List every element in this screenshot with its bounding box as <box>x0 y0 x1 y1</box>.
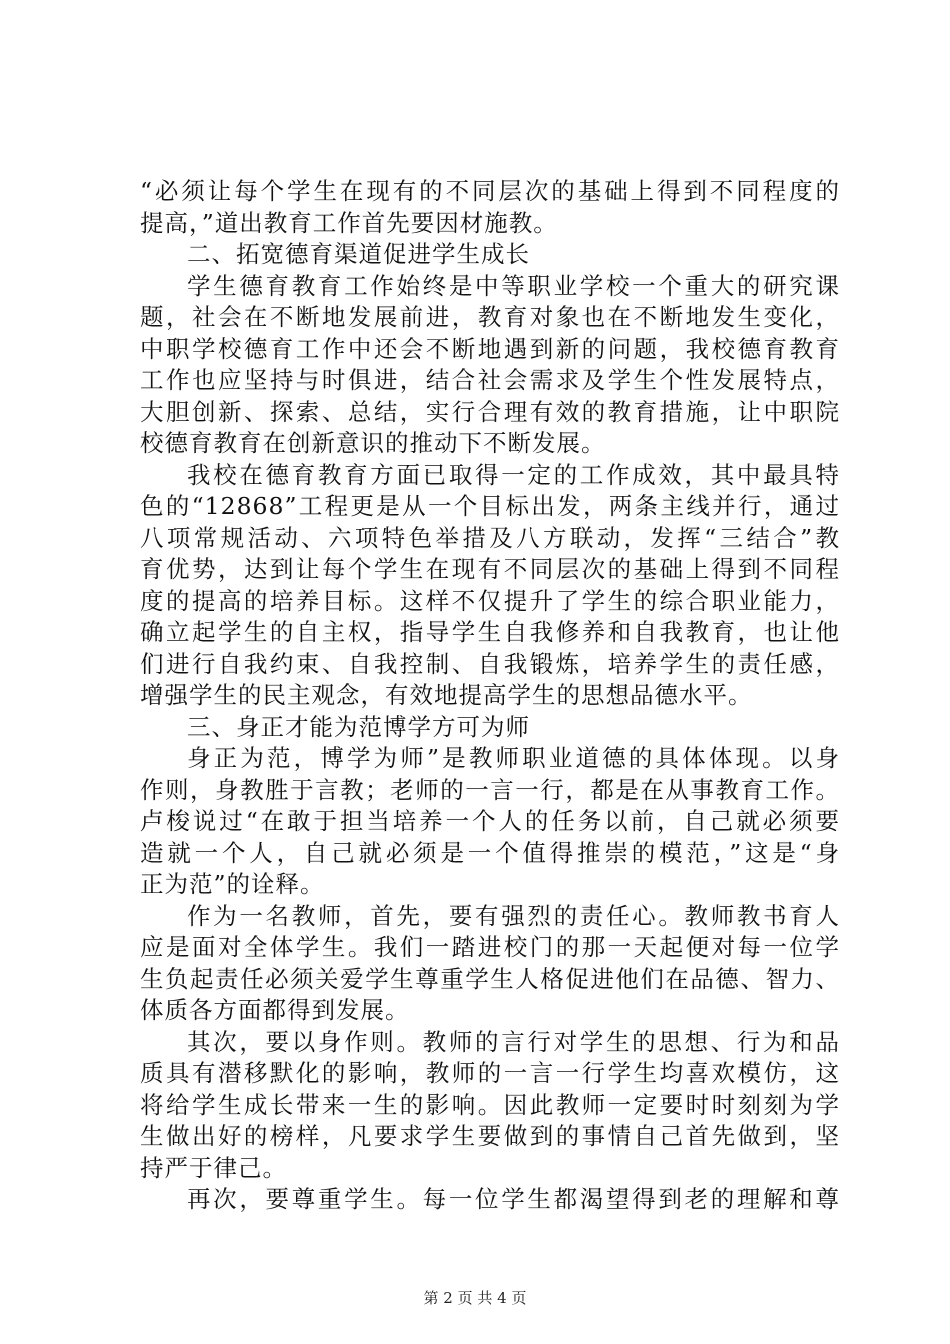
text-line: 持严于律己。 <box>140 1153 287 1182</box>
text-line: 造就一个人，自己就必须是一个值得推崇的模范，”这是“身 <box>140 838 840 867</box>
text-line: 生负起责任必须关爱学生尊重学生人格促进他们在品德、智力、 <box>140 964 840 993</box>
text-line: 我校在德育教育方面已取得一定的工作成效，其中最具特 <box>187 460 840 489</box>
text-line: 作为一名教师，首先，要有强烈的责任心。教师教书育人 <box>187 901 840 930</box>
text-line: 应是面对全体学生。我们一踏进校门的那一天起便对每一位学 <box>140 933 840 961</box>
text-line: 提高，”道出教育工作首先要因材施教。 <box>140 208 558 237</box>
document-body <box>140 176 840 1216</box>
text-line: 将给学生成长带来一生的影响。因此教师一定要时时刻刻为学 <box>140 1090 840 1119</box>
text-line: 中职学校德育工作中还会不断地遇到新的问题，我校德育教育 <box>140 334 840 363</box>
text-line: 正为范”的诠释。 <box>140 870 325 898</box>
text-line: 质具有潜移默化的影响，教师的一言一行学生均喜欢模仿，这 <box>140 1059 840 1087</box>
text-line: 身正为范，博学为师”是教师职业道德的具体体现。以身 <box>187 744 840 772</box>
text-line: 再次，要尊重学生。每一位学生都渴望得到老的理解和尊 <box>187 1185 840 1213</box>
text-line: 色的“12868”工程更是从一个目标出发，两条主线并行，通过 <box>140 492 840 520</box>
text-line: 八项常规活动、六项特色举措及八方联动，发挥“三结合”教 <box>140 523 840 552</box>
text-line: 生做出好的榜样，凡要求学生要做到的事情自己首先做到，坚 <box>140 1122 840 1150</box>
text-line: 增强学生的民主观念，有效地提高学生的思想品德水平。 <box>140 681 753 709</box>
text-line: 学生德育教育工作始终是中等职业学校一个重大的研究课 <box>187 271 840 300</box>
text-line: 校德育教育在创新意识的推动下不断发展。 <box>140 429 606 457</box>
text-line: 作则，身教胜于言教；老师的一言一行，都是在从事教育工作。 <box>140 775 840 804</box>
section-heading: 二、拓宽德育渠道促进学生成长 <box>187 240 530 268</box>
text-line: 工作也应坚持与时俱进，结合社会需求及学生个性发展特点， <box>140 366 840 394</box>
text-line: “必须让每个学生在现有的不同层次的基础上得到不同程度的 <box>140 177 840 205</box>
text-line: 大胆创新、探索、总结，实行合理有效的教育措施，让中职院 <box>140 397 840 426</box>
text-line: 确立起学生的自主权，指导学生自我修养和自我教育，也让他 <box>140 618 840 646</box>
text-line: 题，社会在不断地发展前进，教育对象也在不断地发生变化， <box>140 303 840 331</box>
text-line: 们进行自我约束、自我控制、自我锻炼，培养学生的责任感， <box>140 649 840 678</box>
text-line: 度的提高的培养目标。这样不仅提升了学生的综合职业能力， <box>140 586 840 615</box>
text-line: 体质各方面都得到发展。 <box>140 996 410 1024</box>
text-line: 育优势，达到让每个学生在现有不同层次的基础上得到不同程 <box>140 555 840 583</box>
section-heading: 三、身正才能为范博学方可为师 <box>187 712 530 741</box>
text-line: 卢梭说过“在敢于担当培养一个人的任务以前，自己就必须要 <box>140 807 840 835</box>
page-footer: 第 2 页 共 4 页 <box>423 1289 527 1307</box>
text-line: 其次，要以身作则。教师的言行对学生的思想、行为和品 <box>187 1027 840 1056</box>
